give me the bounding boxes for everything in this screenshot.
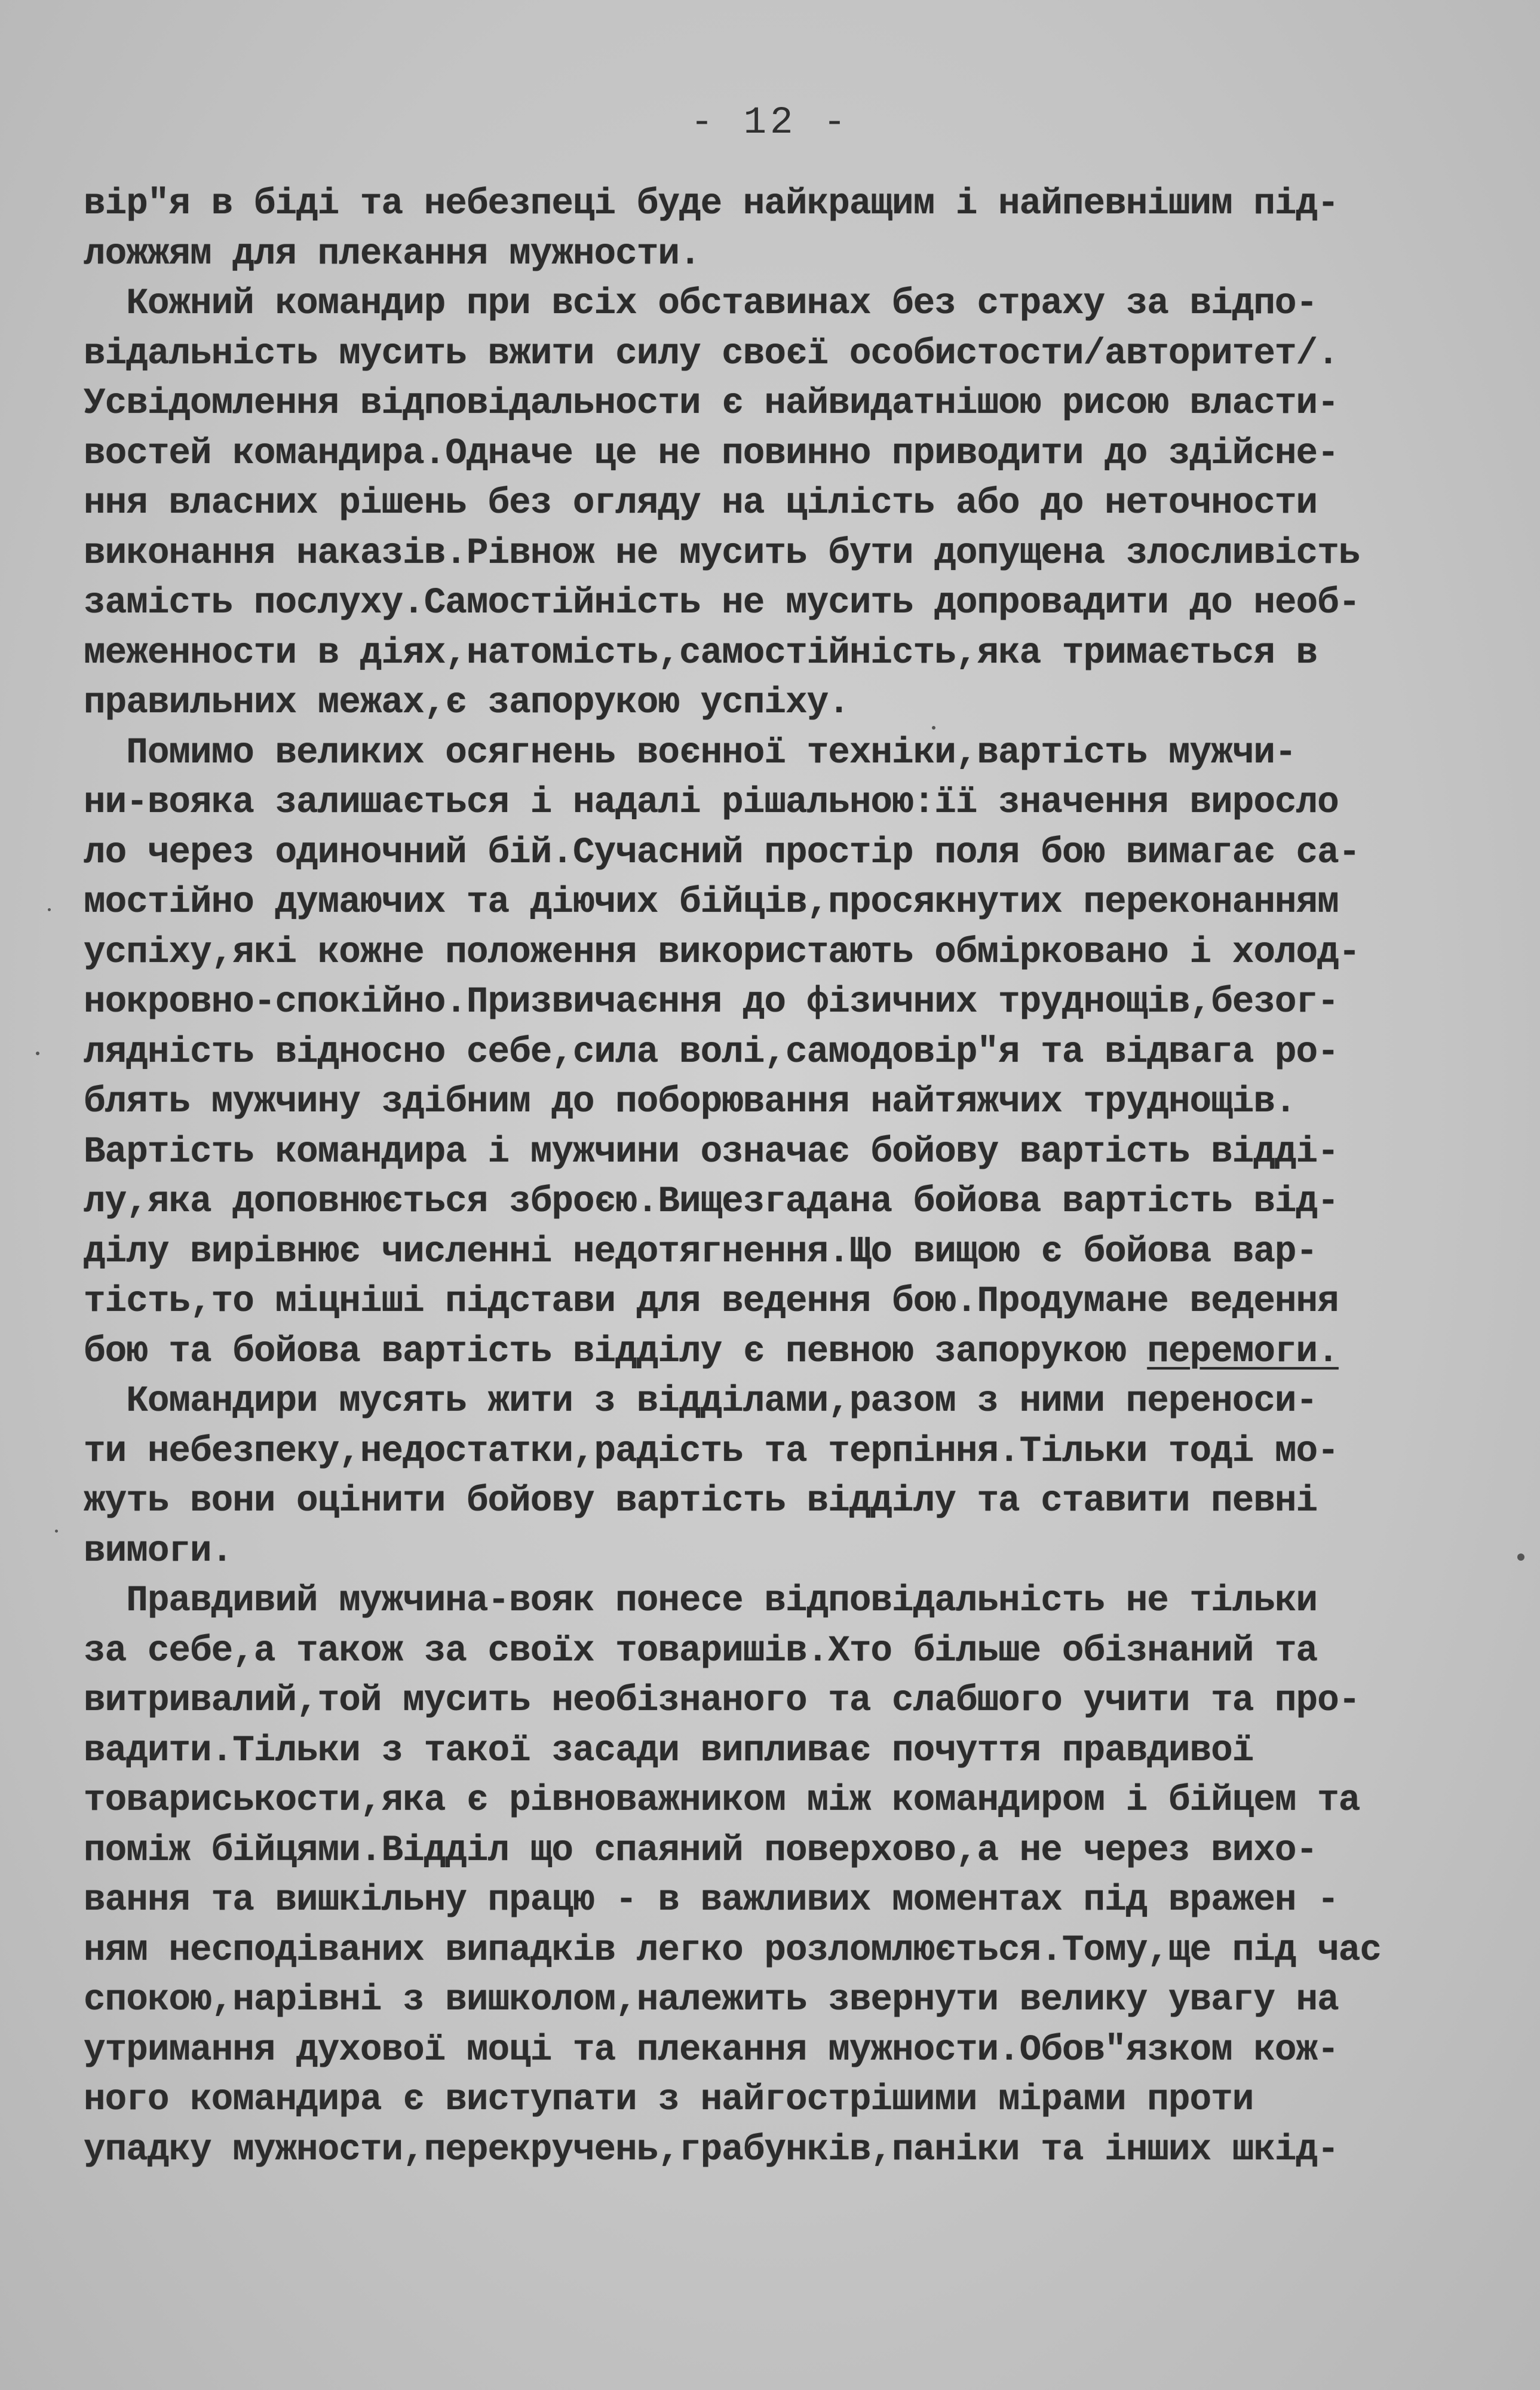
paper-speck bbox=[36, 1052, 39, 1055]
text-line: товариськости,яка є рівноважником між командиром і бійцем та bbox=[84, 1780, 1360, 1821]
text-line-start: бою та бойова вартість відділу є певною запорукою bbox=[84, 1331, 1148, 1372]
text-line: ння власних рішень без огляду на цілість або до неточности bbox=[84, 483, 1318, 524]
text-line: жуть вони оцінити бойову вартість відділу та ставити певні bbox=[84, 1481, 1318, 1522]
text-line: витривалий,той мусить необізнаного та слабшого учити та про- bbox=[84, 1680, 1360, 1721]
text-line: Помимо великих осягнень воєнної техніки,вартість мужчи- bbox=[84, 732, 1296, 774]
text-line: Вартість командира і мужчини означає бойову вартість відді- bbox=[84, 1131, 1339, 1173]
paper-speck bbox=[55, 1530, 58, 1533]
text-line: за себе,а також за своїх товаришів.Хто більше обізнаний та bbox=[84, 1630, 1318, 1672]
text-line: поміж бійцями.Відділ що спаяний поверхово,а не через вихо- bbox=[84, 1830, 1318, 1871]
text-line: востей командира.Одначе це не повинно приводити до здійсне- bbox=[84, 433, 1339, 474]
text-line: вір"я в біді та небезпеці буде найкращим і найпевнішим під- bbox=[84, 183, 1339, 225]
text-line: Усвідомлення відповідальности є найвидатнішою рисою власти- bbox=[84, 383, 1339, 424]
underlined-word: перемоги. bbox=[1147, 1331, 1339, 1372]
text-line: утримання духової моці та плекання мужности.Обов"язком кож- bbox=[84, 2029, 1339, 2071]
text-line: відальність мусить вжити силу своєї особистости/авторитет/. bbox=[84, 333, 1339, 375]
text-line: ло через одиночний бій.Сучасний простір поля бою вимагає са- bbox=[84, 832, 1360, 874]
text-line: ни-вояка залишається і надалі рішальною:її значення виросло bbox=[84, 782, 1339, 823]
text-line: вимоги. bbox=[84, 1530, 233, 1572]
text-line: лядність відносно себе,сила волі,самодовір"я та відвага ро- bbox=[84, 1031, 1339, 1073]
text-line: ділу вирівнює численні недотягнення.Що вищою є бойова вар- bbox=[84, 1231, 1318, 1273]
text-line: ням несподіваних випадків легко розломлюється.Тому,ще під час bbox=[84, 1929, 1381, 1971]
text-line: нокровно-спокійно.Призвичаєння до фізичних труднощів,безог- bbox=[84, 982, 1339, 1023]
paper-speck bbox=[932, 726, 935, 730]
text-line: виконання наказів.Рівнож не мусить бути допущена злосливість bbox=[84, 532, 1360, 574]
text-line: Правдивий мужчина-вояк понесе відповідальність не тільки bbox=[84, 1580, 1318, 1622]
text-line: блять мужчину здібним до поборювання найтяжчих труднощів. bbox=[84, 1081, 1296, 1123]
text-line: вадити.Тільки з такої засади випливає почуття правдивої bbox=[84, 1730, 1254, 1772]
text-line bbox=[84, 1327, 1458, 1377]
text-line: замість послуху.Самостійність не мусить допровадити до необ- bbox=[84, 583, 1360, 624]
text-line: ного командира є виступати з найгострішими мірами проти bbox=[84, 2079, 1254, 2121]
body-text bbox=[84, 179, 1458, 2175]
paper-speck bbox=[1517, 1554, 1524, 1561]
text-line: тість,то міцніші підстави для ведення бою.Продумане ведення bbox=[84, 1281, 1339, 1322]
text-line: правильних межах,є запорукою успіху. bbox=[84, 682, 849, 724]
text-line: спокою,нарівні з вишколом,належить звернути велику увагу на bbox=[84, 1980, 1339, 2021]
text-line: Кожний командир при всіх обставинах без страху за відпо- bbox=[84, 283, 1318, 324]
text-line: ложжям для плекання мужности. bbox=[84, 233, 701, 275]
text-line: упадку мужности,перекручень,грабунків,паніки та інших шкід- bbox=[84, 2129, 1339, 2171]
text-line: меженности в діях,натомість,самостійність,яка тримається в bbox=[84, 632, 1318, 674]
paper-speck bbox=[48, 908, 51, 911]
text-line: Командири мусять жити з відділами,разом з ними переноси- bbox=[84, 1381, 1318, 1422]
text-line: мостійно думаючих та діючих бійців,просякнутих переконанням bbox=[84, 882, 1339, 923]
text-line: лу,яка доповнюється зброєю.Вищезгадана бойова вартість від- bbox=[84, 1181, 1339, 1222]
page-number: - 12 - bbox=[690, 102, 850, 145]
text-line: ти небезпеку,недостатки,радість та терпіння.Тільки тоді мо- bbox=[84, 1430, 1339, 1472]
text-line: успіху,які кожне положення використають обмірковано і холод- bbox=[84, 932, 1360, 973]
text-line: вання та вишкільну працю - в важливих моментах під вражен - bbox=[84, 1880, 1339, 1921]
